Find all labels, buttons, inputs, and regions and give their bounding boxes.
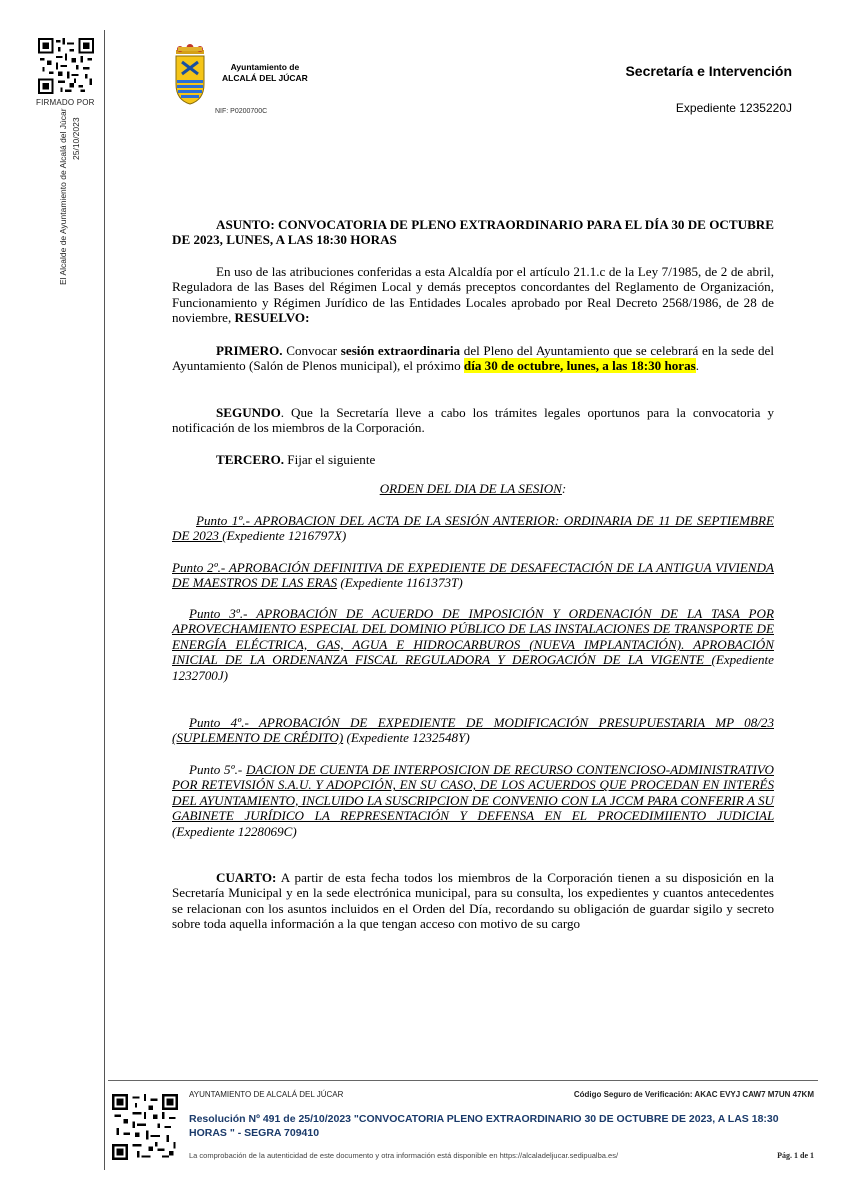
agenda-item-2-title: APROBACIÓN DEFINITIVA DE EXPEDIENTE DE DESAFECTACIÓN DE LA ANTIGUA VIVIENDA DE MAESTROS DE LAS ERAS xyxy=(172,560,774,591)
agenda-item-5-lead: Punto 5º.- xyxy=(189,762,246,777)
segundo-text: . Que la Secretaría lleve a cabo los trámites legales oportunos para la convocatoria y notificación de los miembros de la Corporación. xyxy=(172,405,774,436)
footer-left-line xyxy=(104,1080,105,1170)
left-border-line xyxy=(104,30,105,1170)
intro-paragraph xyxy=(172,264,774,326)
tercero-text: Fijar el siguiente xyxy=(284,452,376,467)
asunto-heading: ASUNTO: CONVOCATORIA DE PLENO EXTRAORDINARIO PARA EL DÍA 30 DE OCTUBRE DE 2023, LUNES, A LAS 18:30 HORAS xyxy=(172,217,774,248)
agenda-item-1-exp: (Expediente 1216797X) xyxy=(222,528,347,544)
primero-bold: sesión extraordinaria xyxy=(340,343,461,358)
orden-title-text: ORDEN DEL DIA DE LA SESION xyxy=(379,481,562,496)
footer-divider xyxy=(108,1080,818,1081)
primero-highlight: día 30 de octubre, lunes, a las 18:30 horas xyxy=(463,358,696,374)
primero-text-c: del Pleno del Ayuntamiento que se celebrará en la sede del Ayuntamiento (Salón de Plenos municipal), el próximo xyxy=(172,343,774,374)
agenda-item-4 xyxy=(172,715,774,746)
agenda-item-3 xyxy=(172,606,774,683)
expediente-number: Expediente 1235220J xyxy=(675,101,792,115)
tercero-label: TERCERO. xyxy=(216,452,285,467)
qr-code-top xyxy=(38,38,94,94)
orden-del-dia-title xyxy=(172,481,774,496)
municipality-line-1: Ayuntamiento de xyxy=(230,62,300,72)
segundo-paragraph xyxy=(172,405,774,436)
agenda-item-3-title: APROBACIÓN DE ACUERDO DE IMPOSICIÓN Y ORDENACIÓN DE LA TASA POR APROVECHAMIENTO ESPECIAL DEL DOMINIO PÚBLICO DE LAS INSTALACIONES DE TRANSPORTE DE ENERGÍA ELÉCTRICA, GAS, AGUA E HIDROCARBUROS (NUEVA IMPLANTACIÓN). APROBACIÓN INICIAL DE LA ORDENANZA FISCAL REGULADORA Y DEROGACIÓN DE LA VIGENTE xyxy=(172,606,774,668)
primero-text-a: Convocar xyxy=(282,343,341,358)
page-number: Pág. 1 de 1 xyxy=(777,1151,814,1160)
footer-organization: AYUNTAMIENTO DE ALCALÁ DEL JÚCAR xyxy=(189,1090,344,1099)
tercero-paragraph xyxy=(172,452,774,467)
agenda-item-1 xyxy=(172,513,774,544)
primero-paragraph xyxy=(172,343,774,374)
signer-name: El Alcalde de Ayuntamiento de Alcalá del Júcar xyxy=(58,108,68,285)
municipality-name xyxy=(222,62,308,84)
signed-by-label: FIRMADO POR xyxy=(36,98,95,107)
orden-title-colon: : xyxy=(561,481,567,496)
agenda-item-5-exp: (Expediente 1228069C) xyxy=(172,823,297,839)
agenda-item-2 xyxy=(172,560,774,591)
resolution-title: Resolución Nº 491 de 25/10/2023 "CONVOCATORIA PLENO EXTRAORDINARIO 30 DE OCTUBRE DE 2023, A LAS 18:30 HORAS " - SEGRA 709410 xyxy=(189,1113,779,1139)
nif-label: NIF: P0200700C xyxy=(215,108,268,115)
agenda-item-1-lead: Punto 1º.- xyxy=(196,513,255,528)
agenda-item-3-exp: (Expediente 1232700J) xyxy=(172,652,774,683)
agenda-item-2-exp: (Expediente 1161373T) xyxy=(337,575,463,591)
primero-end: . xyxy=(695,358,700,374)
cuarto-label: CUARTO: xyxy=(216,870,277,885)
signature-date: 25/10/2023 xyxy=(71,117,81,160)
qr-code-footer xyxy=(112,1094,178,1160)
agenda-item-3-lead: Punto 3º.- xyxy=(189,606,257,621)
coat-of-arms-logo xyxy=(170,44,210,111)
agenda-item-5 xyxy=(172,762,774,839)
authenticity-notice[interactable]: La comprobación de la autenticidad de este documento y otra información está disponible en https://alcaladeljucar.sedipualba.es/ xyxy=(189,1151,619,1160)
municipality-line-2: ALCALÁ DEL JÚCAR xyxy=(222,73,308,83)
agenda-item-5-title: DACION DE CUENTA DE INTERPOSICION DE RECURSO CONTENCIOSO-ADMINISTRATIVO POR RETEVISIÓN S.A.U. Y ADOPCIÓN, EN SU CASO, DE LOS ACUERDOS QUE PROCEDAN EN INTERÉS DEL AYUNTAMIENTO, INCLUIDO LA SUSCRIPCION DE CONVENIO CON LA JCCM PARA CONFERIR A SU GABINETE JURÍDICO LA REPRESENTACIÓN Y DEFENSA EN EL PROCEDIMIIENTO JUDICIAL xyxy=(172,762,774,824)
segundo-label: SEGUNDO xyxy=(216,405,281,420)
agenda-item-4-title: APROBACIÓN DE EXPEDIENTE DE MODIFICACIÓN PRESUPUESTARIA MP 08/23 (SUPLEMENTO DE CRÉDITO) xyxy=(172,715,774,746)
primero-label: PRIMERO. xyxy=(216,343,283,358)
cuarto-paragraph xyxy=(172,870,774,932)
verification-code: Código Seguro de Verificación: AKAC EVYJ CAW7 M7UN 47KM xyxy=(573,1090,814,1099)
department-title: Secretaría e Intervención xyxy=(625,63,792,79)
agenda-item-2-lead: Punto 2º.- xyxy=(172,560,229,575)
agenda-item-4-exp: (Expediente 1232548Y) xyxy=(343,730,470,746)
intro-text: En uso de las atribuciones conferidas a esta Alcaldía por el artículo 21.1.c de la Ley 7/1985, de 2 de abril, Reguladora de las Bases del Régimen Local y demás preceptos concordantes del Reglamento de Organización, Funcionamiento y Régimen Jurídico de las Entidades Locales aprobado por Real Decreto 2568/1986, de 28 de noviembre, xyxy=(172,264,774,326)
resuelvo-label: RESUELVO: xyxy=(234,310,310,326)
agenda-item-4-lead: Punto 4º.- xyxy=(189,715,259,730)
cuarto-text: A partir de esta fecha todos los miembros de la Corporación tienen a su disposición en la Secretaría Municipal y en la sede electrónica municipal, para su consulta, los expedientes y cuantos antecedentes se relacionan con los asuntos incluidos en el Orden del Día, recordando su obligación de guardar sigilo y secreto sobre toda aquella información a la que tengan acceso con motivo de su cargo xyxy=(172,870,774,932)
agenda-item-1-title: APROBACION DEL ACTA DE LA SESIÓN ANTERIOR: ORDINARIA DE 11 DE SEPTIEMBRE DE 2023 xyxy=(172,513,774,544)
